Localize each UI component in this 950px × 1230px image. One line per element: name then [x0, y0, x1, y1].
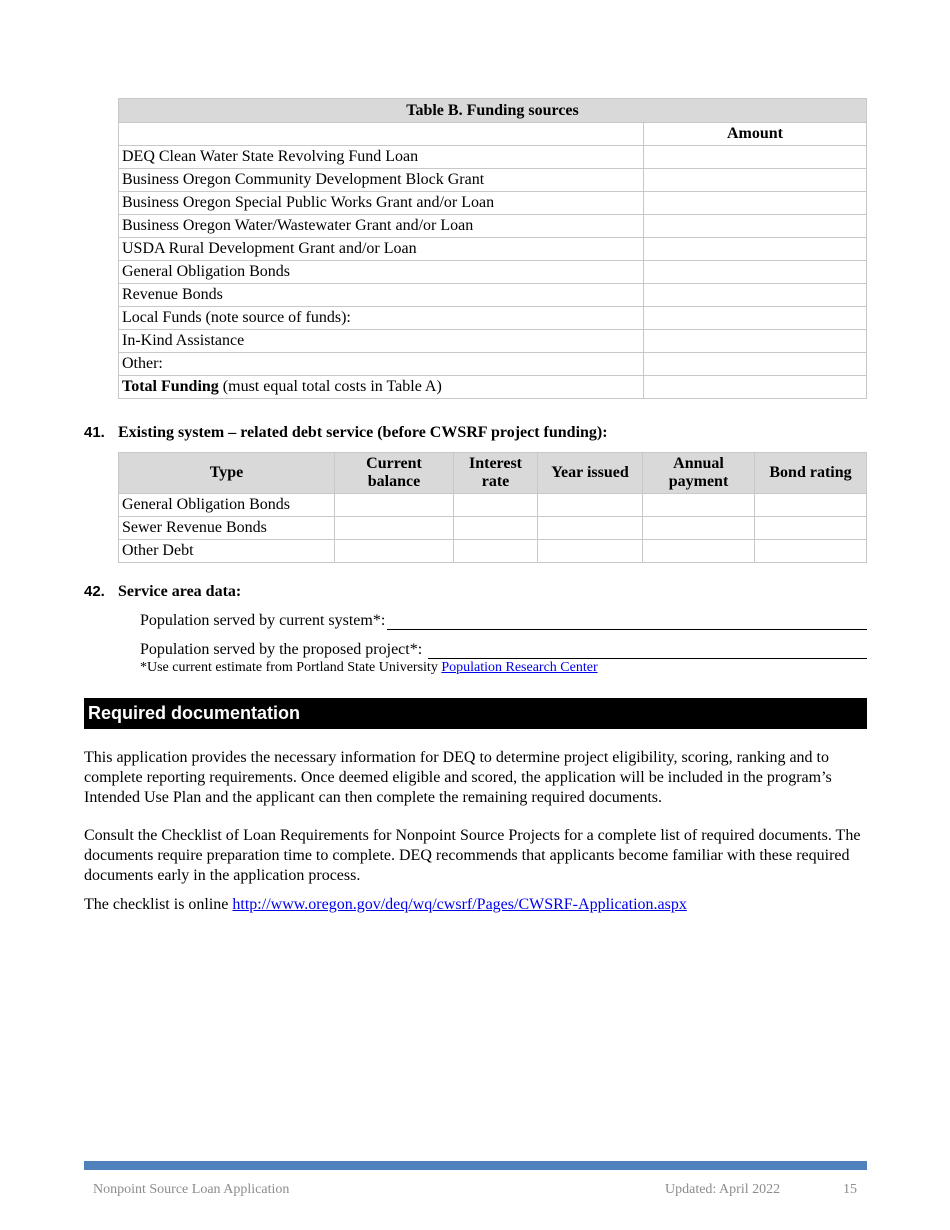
funding-source-label: Local Funds (note source of funds):: [119, 307, 644, 330]
amount-cell[interactable]: [644, 192, 867, 215]
question-42-heading: [84, 583, 241, 601]
funding-source-label: DEQ Clean Water State Revolving Fund Loan: [119, 146, 644, 169]
column-header: Interest rate: [454, 453, 538, 494]
question-text: Service area data:: [118, 583, 242, 600]
table-cell[interactable]: [755, 517, 867, 540]
table-cell[interactable]: [643, 517, 755, 540]
funding-source-label: Business Oregon Water/Wastewater Grant and/or Loan: [119, 215, 644, 238]
table-row: [119, 169, 867, 192]
question-number: 42.: [84, 583, 105, 600]
column-header: Year issued: [538, 453, 643, 494]
column-header: Current balance: [335, 453, 454, 494]
table-row: [119, 215, 867, 238]
footnote-text: *Use current estimate from Portland State University: [140, 660, 442, 675]
current-population-field: [140, 612, 867, 630]
table-row: [119, 238, 867, 261]
checklist-paragraph: [84, 895, 874, 915]
amount-header: Amount: [644, 123, 867, 146]
funding-source-label: Business Oregon Special Public Works Grant and/or Loan: [119, 192, 644, 215]
page-number: 15: [843, 1182, 857, 1197]
table-row: [119, 517, 867, 540]
table-row: [119, 146, 867, 169]
funding-source-label: General Obligation Bonds: [119, 261, 644, 284]
table-cell[interactable]: [335, 494, 454, 517]
footer-updated-date: Updated: April 2022: [665, 1182, 781, 1197]
table-cell[interactable]: [335, 540, 454, 563]
amount-cell[interactable]: [644, 284, 867, 307]
table-row: [119, 494, 867, 517]
section-banner: Required documentation: [84, 698, 867, 729]
total-funding-bold: Total Funding: [122, 378, 219, 395]
table-cell[interactable]: [454, 540, 538, 563]
debt-type-label: Other Debt: [119, 540, 335, 563]
table-row: [119, 192, 867, 215]
table-row: [119, 540, 867, 563]
table-row: [119, 330, 867, 353]
table-row: [119, 261, 867, 284]
table-cell[interactable]: [643, 494, 755, 517]
amount-cell[interactable]: [644, 330, 867, 353]
current-population-input-line[interactable]: [387, 613, 867, 630]
checklist-link[interactable]: http://www.oregon.gov/deq/wq/cwsrf/Pages/CWSRF-Application.aspx: [232, 896, 687, 913]
required-docs-paragraph-1: This application provides the necessary information for DEQ to determine project eligibility, scoring, ranking and to complete reporting requirements. Once deemed eligible and scored, the application will be included in the program’s Intended Use Plan and the applicant can then complete the remaining required documents.: [84, 749, 832, 806]
table-cell[interactable]: [454, 494, 538, 517]
proposed-population-input-line[interactable]: [428, 642, 867, 659]
population-footnote: [140, 660, 598, 676]
table-b-blank-header: [119, 123, 644, 146]
funding-source-label: In-Kind Assistance: [119, 330, 644, 353]
proposed-population-label: Population served by the proposed project*:: [140, 641, 427, 658]
total-funding-label: [119, 376, 644, 399]
total-funding-row: [119, 376, 867, 399]
amount-cell[interactable]: [644, 169, 867, 192]
amount-cell[interactable]: [644, 353, 867, 376]
population-research-center-link[interactable]: Population Research Center: [441, 660, 598, 675]
footer-divider: [84, 1161, 867, 1170]
column-header: Bond rating: [755, 453, 867, 494]
table-cell[interactable]: [755, 540, 867, 563]
table-cell[interactable]: [755, 494, 867, 517]
debt-service-table: [118, 452, 867, 563]
column-header: Type: [119, 453, 335, 494]
required-docs-paragraph-2: Consult the Checklist of Loan Requirements for Nonpoint Source Projects for a complete list of required documents. The documents require preparation time to complete. DEQ recommends that applicants become familiar with these required documents early in the application process.: [84, 827, 861, 884]
table-row: [119, 353, 867, 376]
debt-type-label: Sewer Revenue Bonds: [119, 517, 335, 540]
proposed-population-field: [140, 641, 867, 659]
amount-cell[interactable]: [644, 146, 867, 169]
debt-type-label: General Obligation Bonds: [119, 494, 335, 517]
question-number: 41.: [84, 424, 105, 441]
funding-sources-table: [118, 98, 867, 399]
amount-cell[interactable]: [644, 238, 867, 261]
amount-cell[interactable]: [644, 215, 867, 238]
total-funding-note: (must equal total costs in Table A): [218, 378, 442, 395]
table-row: [119, 307, 867, 330]
footer-document-title: Nonpoint Source Loan Application: [93, 1182, 290, 1197]
funding-source-label: Other:: [119, 353, 644, 376]
table-cell[interactable]: [643, 540, 755, 563]
table-cell[interactable]: [538, 540, 643, 563]
funding-source-label: Business Oregon Community Development Block Grant: [119, 169, 644, 192]
question-text: Existing system – related debt service (before CWSRF project funding):: [118, 424, 608, 441]
table-cell[interactable]: [538, 494, 643, 517]
question-41-heading: [84, 424, 608, 442]
funding-source-label: USDA Rural Development Grant and/or Loan: [119, 238, 644, 261]
total-amount-cell[interactable]: [644, 376, 867, 399]
table-cell[interactable]: [454, 517, 538, 540]
table-cell[interactable]: [335, 517, 454, 540]
table-b-title: Table B. Funding sources: [119, 99, 867, 123]
amount-cell[interactable]: [644, 307, 867, 330]
funding-source-label: Revenue Bonds: [119, 284, 644, 307]
table-row: [119, 284, 867, 307]
table-cell[interactable]: [538, 517, 643, 540]
amount-cell[interactable]: [644, 261, 867, 284]
column-header: Annual payment: [643, 453, 755, 494]
checklist-text: The checklist is online: [84, 896, 233, 913]
current-population-label: Population served by current system*:: [140, 612, 386, 629]
